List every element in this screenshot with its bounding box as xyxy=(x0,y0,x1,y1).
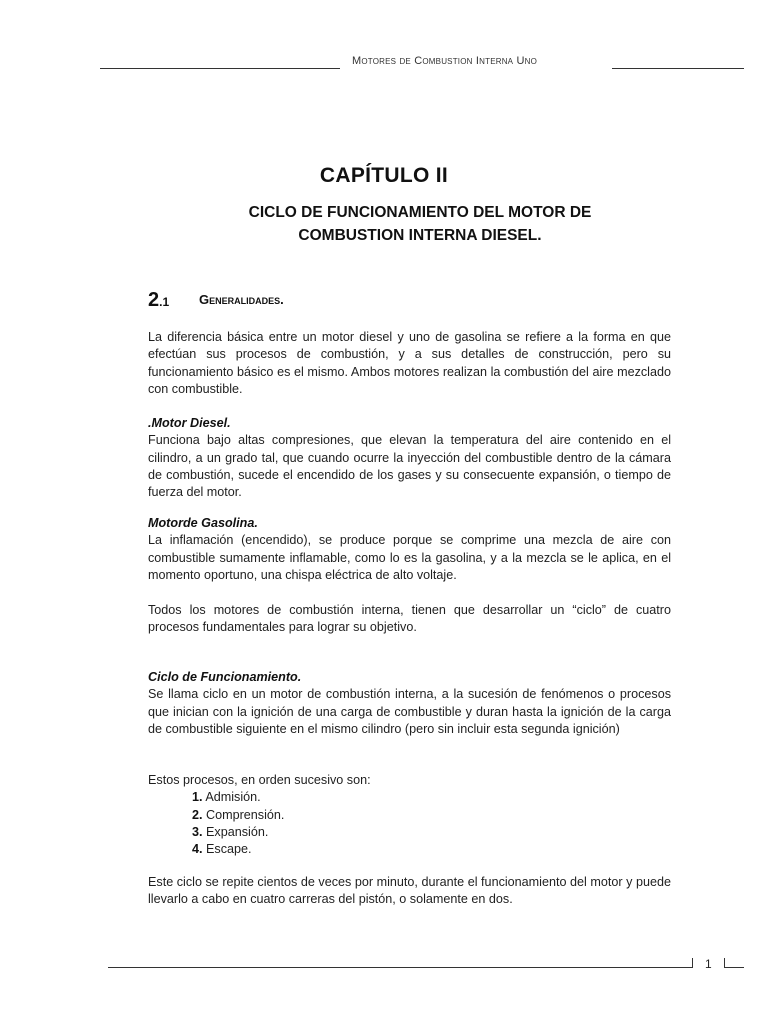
diesel-paragraph xyxy=(148,415,671,501)
closing-paragraph xyxy=(148,874,671,909)
list-item-label: Comprensión. xyxy=(206,807,285,822)
chapter-title: CAPÍTULO II xyxy=(319,164,449,187)
intro-text: La diferencia básica entre un motor diesel y uno de gasolina se refiere a la forma en que efectúan sus procesos de combustión, y a sus detalles de construcción, pero su funcionamiento básico es el mismo. Ambos motores realizan la combustión del aire mezclado con combustible. xyxy=(148,330,671,396)
diesel-heading: .Motor Diesel. xyxy=(148,416,231,430)
gasoline-text: La inflamación (encendido), se produce porque se comprime una mezcla de aire con combustible sumamente inflamable, como lo es la gasolina, y a la mezcla se le aplica, en el momento oportuno, una chispa eléctrica de alto voltaje. xyxy=(148,533,671,582)
page-number: 1 xyxy=(705,957,712,971)
list-item-number: 4. xyxy=(192,842,203,857)
section-number-major: 2 xyxy=(148,289,160,311)
list-item-label: Expansión. xyxy=(206,824,269,839)
footer-tick-left xyxy=(692,958,693,968)
chapter-subtitle-line-1: CICLO DE FUNCIONAMIENTO DEL MOTOR DE xyxy=(248,204,592,221)
cycle-text: Se llama ciclo en un motor de combustión interna, a la sucesión de fenómenos o procesos que inician con la ignición de una carga de combustible y duran hasta la ignición de la carga de combustible siguiente en el mismo cilindro (pero sin incluir esta segunda ignición) xyxy=(148,687,671,736)
section-title: Generalidades. xyxy=(199,292,284,307)
process-list-intro: Estos procesos, en orden sucesivo son: xyxy=(148,773,371,787)
closing-text: Este ciclo se repite cientos de veces por minuto, durante el funcionamiento del motor y puede llevarlo a cabo en cuatro carreras del pistón, o solamente en dos. xyxy=(148,875,671,907)
list-item-label: Admisión. xyxy=(205,790,261,805)
running-header-title: Motores de Combustion Interna Uno xyxy=(352,55,538,67)
section-number xyxy=(148,289,169,312)
list-item-number: 1. xyxy=(192,790,203,805)
list-item-number: 2. xyxy=(192,807,203,822)
list-item xyxy=(148,824,671,841)
gasoline-paragraph xyxy=(148,515,671,584)
list-item xyxy=(148,807,671,824)
list-item-label: Escape. xyxy=(206,842,252,857)
diesel-text: Funciona bajo altas compresiones, que elevan la temperatura del aire contenido en el cilindro, a un grado tal, que cuando ocurre la inyección del combustible dentro de la cámara de combustión, sucede el encendido de los gases y su consecuente expansión, o tiempo de fuerza del motor. xyxy=(148,433,671,500)
process-list xyxy=(148,772,671,858)
footer-rule-right xyxy=(724,967,744,968)
header-rule-left xyxy=(100,68,340,69)
gasoline-heading: Motorde Gasolina. xyxy=(148,516,258,530)
list-item-number: 3. xyxy=(192,824,203,839)
cycle-heading: Ciclo de Funcionamiento. xyxy=(148,670,302,684)
cycle-paragraph xyxy=(148,669,671,738)
intro-paragraph xyxy=(148,329,671,398)
chapter-subtitle xyxy=(200,201,640,247)
section-number-minor: .1 xyxy=(159,295,170,309)
list-item xyxy=(148,789,671,806)
header-rule-right xyxy=(612,68,744,69)
list-item xyxy=(148,841,671,858)
chapter-subtitle-line-2: COMBUSTION INTERNA DIESEL. xyxy=(298,227,542,244)
footer-rule xyxy=(108,967,693,968)
cycle-intro-paragraph xyxy=(148,602,671,637)
cycle-intro-text: Todos los motores de combustión interna, tienen que desarrollar un “ciclo” de cuatro procesos fundamentales para lograr su objetivo. xyxy=(148,603,671,635)
